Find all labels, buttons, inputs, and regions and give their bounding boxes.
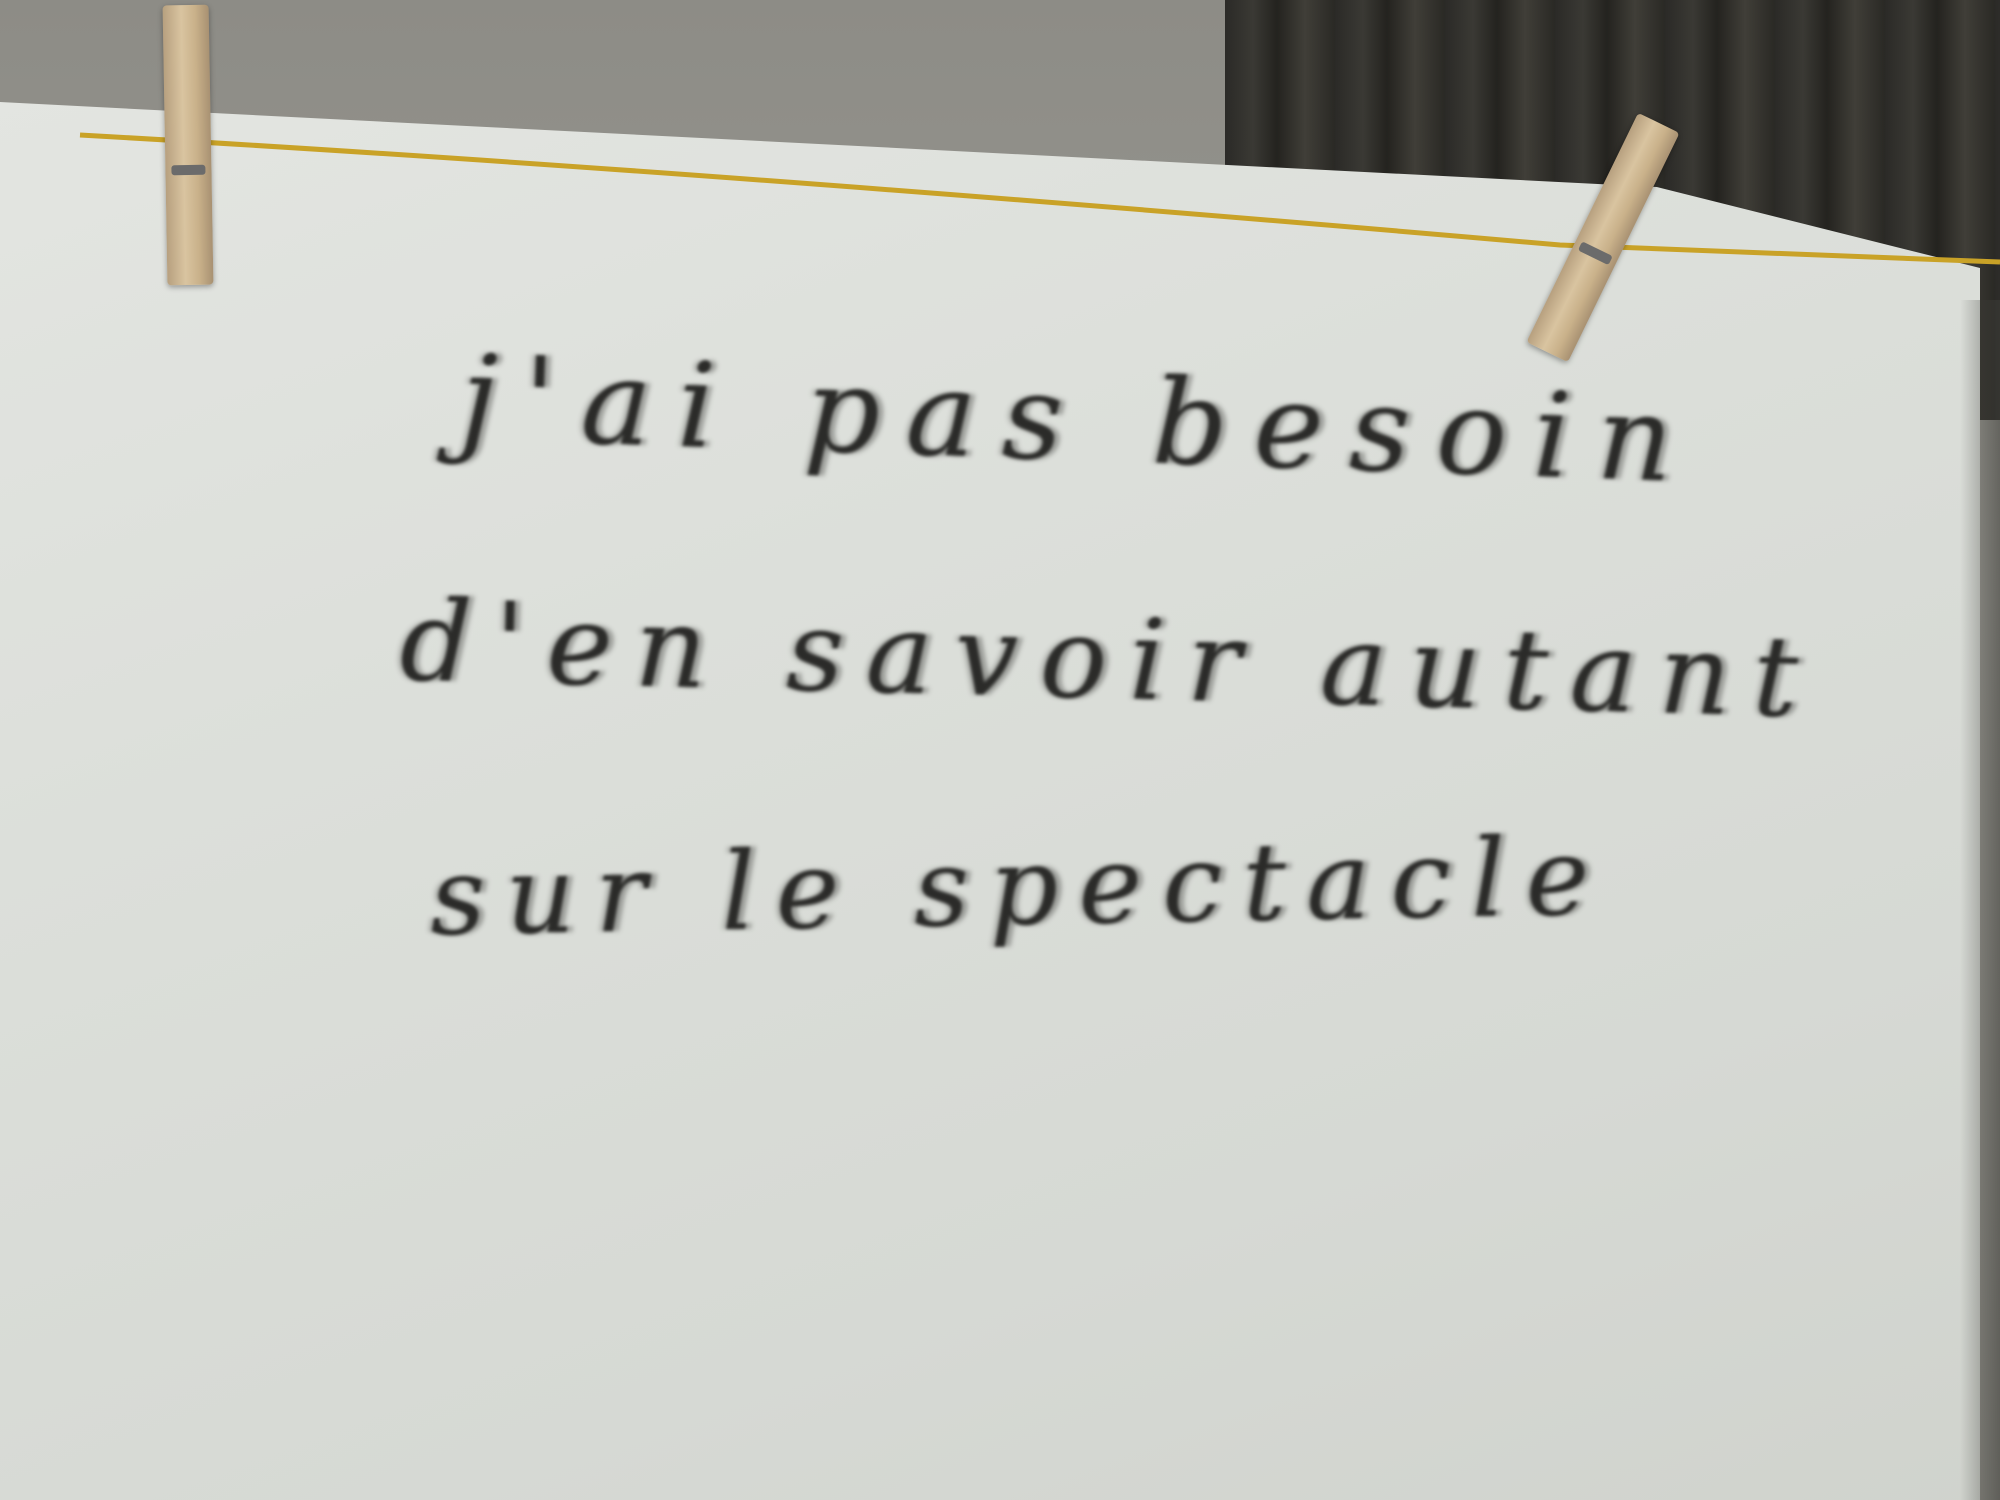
note-line-3: sur le spectacle: [428, 814, 1611, 961]
note-line-1: j'ai pas besoin: [457, 328, 1702, 510]
note-line-2: d'en savoir autant: [398, 576, 1822, 744]
